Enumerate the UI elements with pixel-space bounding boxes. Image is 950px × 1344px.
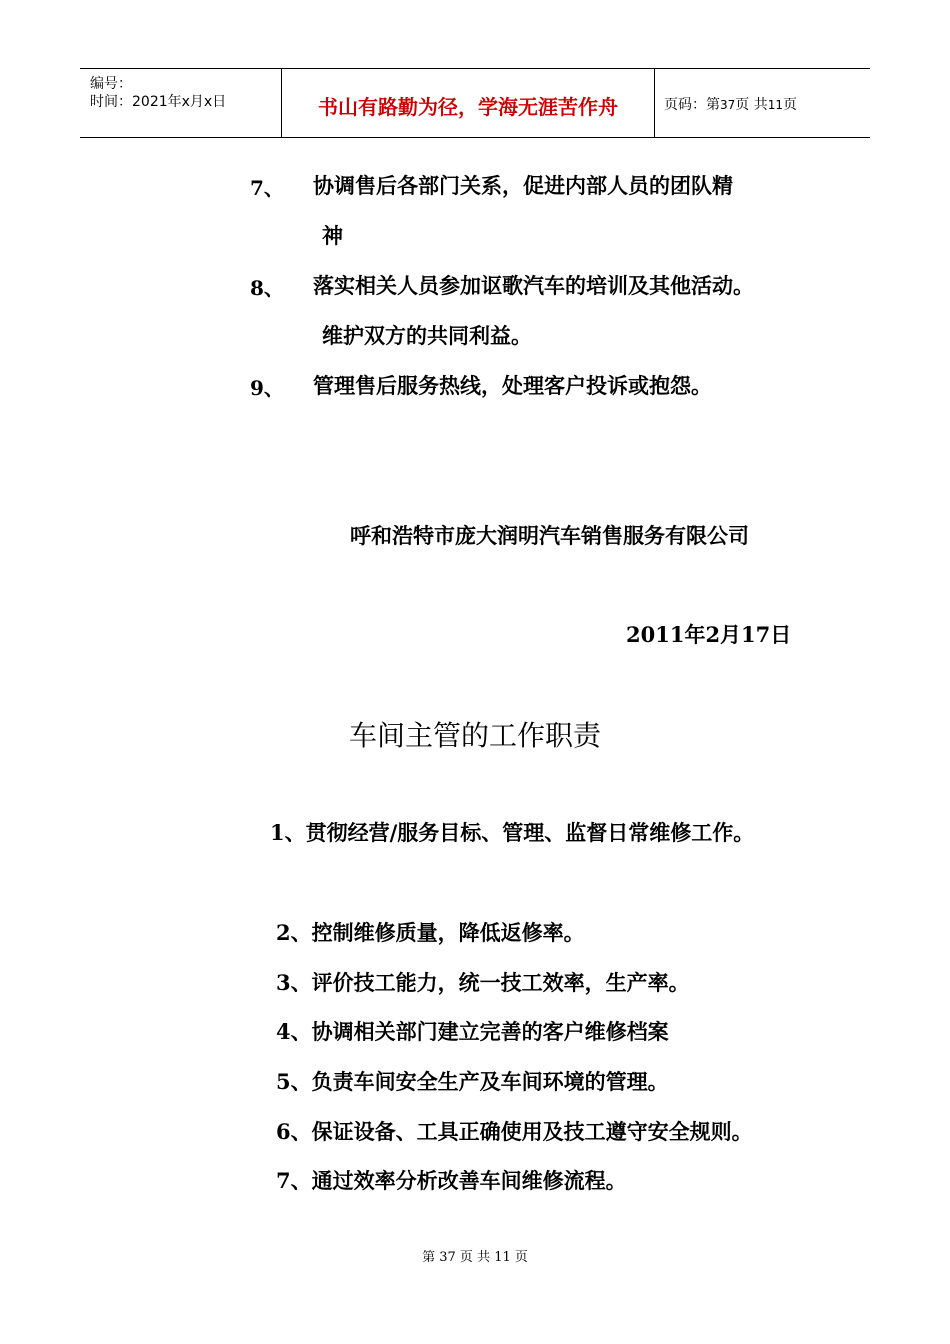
company-name: 呼和浩特市庞大润明汽车销售服务有限公司	[350, 523, 749, 548]
header-page-indicator	[664, 94, 797, 114]
list-item-text: 管理售后服务热线，处理客户投诉或抱怨。	[313, 373, 712, 398]
duty-item: 2、控制维修质量，降低返修率。	[276, 920, 585, 945]
page-current: 37	[720, 98, 736, 112]
page-header	[80, 68, 870, 138]
list-item-text-continued: 神	[322, 223, 343, 248]
page-prefix: 页码：第	[664, 97, 720, 113]
duty-item: 7、通过效率分析改善车间维修流程。	[276, 1168, 627, 1193]
duty-item: 4、协调相关部门建立完善的客户维修档案	[276, 1019, 669, 1044]
list-item-number: 9、	[250, 376, 284, 400]
page-mid: 页 共	[735, 97, 768, 113]
header-page-cell	[655, 69, 870, 137]
page-total: 11	[767, 98, 784, 112]
list-item-text: 落实相关人员参加讴歌汽车的培训及其他活动。	[313, 273, 754, 298]
duty-item: 3、评价技工能力，统一技工效率，生产率。	[276, 970, 690, 995]
header-meta-cell	[80, 69, 282, 137]
page-footer: 第 37 页 共 11 页	[422, 1250, 528, 1265]
duty-item: 6、保证设备、工具正确使用及技工遵守安全规则。	[276, 1119, 753, 1144]
list-item-number: 8、	[250, 276, 284, 300]
document-time-label: 时间：2021年x月x日	[90, 94, 227, 110]
duty-item: 5、负责车间安全生产及车间环境的管理。	[276, 1069, 669, 1094]
duty-item: 1、贯彻经营/服务目标、管理、监督日常维修工作。	[270, 820, 755, 845]
document-date: 2011年2月17日	[626, 622, 792, 647]
section-title: 车间主管的工作职责	[348, 719, 601, 752]
header-motto-cell	[282, 69, 655, 137]
list-item-text: 协调售后各部门关系，促进内部人员的团队精	[313, 173, 733, 198]
document-number-label: 编号：	[90, 76, 132, 92]
page-suffix: 页	[783, 97, 798, 113]
list-item-text-continued: 维护双方的共同利益。	[322, 323, 532, 348]
list-item-number: 7、	[250, 176, 284, 200]
header-motto: 书山有路勤为径，学海无涯苦作舟	[318, 95, 618, 119]
